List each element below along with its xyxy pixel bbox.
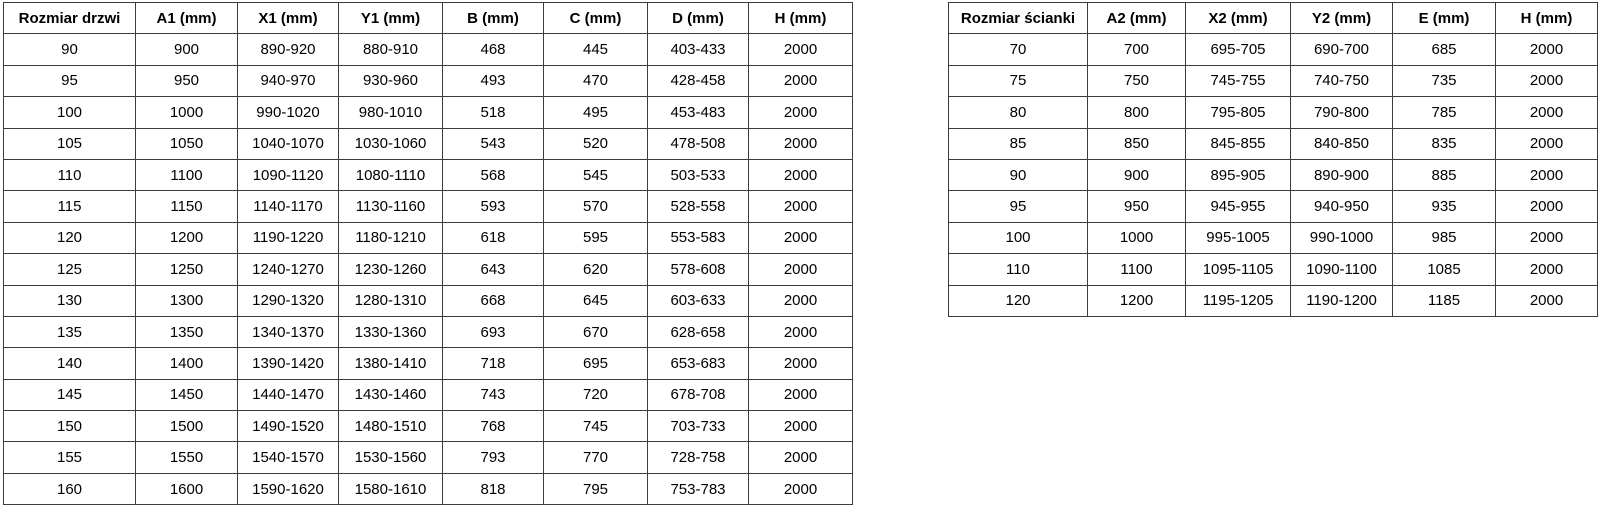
table-cell: 145 [4,379,136,410]
table-cell: 2000 [1496,159,1598,190]
table-cell: 2000 [749,411,853,442]
table-cell: 478-508 [648,128,749,159]
column-header: H (mm) [1496,3,1598,34]
table-cell: 720 [544,379,648,410]
table-cell: 940-950 [1291,191,1393,222]
table-cell: 980-1010 [339,97,443,128]
table-row [4,442,853,473]
table-cell: 2000 [749,473,853,504]
table-cell: 90 [949,159,1088,190]
table-cell: 885 [1393,159,1496,190]
table-cell: 1240-1270 [238,254,339,285]
table-cell: 115 [4,191,136,222]
table-cell: 900 [1088,159,1186,190]
wall-sizes-table [948,2,1598,317]
table-cell: 1380-1410 [339,348,443,379]
table-cell: 1180-1210 [339,222,443,253]
column-header: B (mm) [443,3,544,34]
wall-table-body [949,34,1598,317]
table-cell: 753-783 [648,473,749,504]
table-cell: 95 [949,191,1088,222]
table-cell: 95 [4,65,136,96]
door-table-body [4,34,853,505]
table-cell: 990-1020 [238,97,339,128]
table-cell: 1250 [136,254,238,285]
table-cell: 643 [443,254,544,285]
table-cell: 930-960 [339,65,443,96]
column-header: E (mm) [1393,3,1496,34]
table-cell: 120 [4,222,136,253]
table-cell: 90 [4,34,136,65]
table-cell: 940-970 [238,65,339,96]
table-cell: 160 [4,473,136,504]
table-cell: 690-700 [1291,34,1393,65]
table-cell: 110 [949,254,1088,285]
table-cell: 568 [443,159,544,190]
table-cell: 945-955 [1186,191,1291,222]
table-cell: 1400 [136,348,238,379]
table-cell: 835 [1393,128,1496,159]
table-cell: 2000 [1496,254,1598,285]
table-cell: 935 [1393,191,1496,222]
table-cell: 618 [443,222,544,253]
column-header: D (mm) [648,3,749,34]
table-cell: 2000 [749,222,853,253]
table-cell: 1200 [136,222,238,253]
table-cell: 1390-1420 [238,348,339,379]
table-cell: 985 [1393,222,1496,253]
table-cell: 545 [544,159,648,190]
table-cell: 1340-1370 [238,316,339,347]
table-row [949,34,1598,65]
table-cell: 703-733 [648,411,749,442]
table-cell: 85 [949,128,1088,159]
table-cell: 125 [4,254,136,285]
table-cell: 645 [544,285,648,316]
table-cell: 140 [4,348,136,379]
table-cell: 2000 [1496,285,1598,316]
table-cell: 2000 [749,254,853,285]
table-cell: 2000 [749,34,853,65]
table-cell: 1530-1560 [339,442,443,473]
table-cell: 2000 [749,128,853,159]
table-cell: 1290-1320 [238,285,339,316]
table-cell: 1450 [136,379,238,410]
table-cell: 70 [949,34,1088,65]
table-cell: 493 [443,65,544,96]
table-cell: 80 [949,97,1088,128]
table-cell: 520 [544,128,648,159]
table-cell: 653-683 [648,348,749,379]
table-cell: 528-558 [648,191,749,222]
table-cell: 2000 [1496,191,1598,222]
table-cell: 1430-1460 [339,379,443,410]
table-cell: 1280-1310 [339,285,443,316]
table-cell: 1300 [136,285,238,316]
table-cell: 130 [4,285,136,316]
table-cell: 785 [1393,97,1496,128]
table-cell: 2000 [749,97,853,128]
table-cell: 1440-1470 [238,379,339,410]
table-cell: 1490-1520 [238,411,339,442]
table-cell: 1185 [1393,285,1496,316]
wall-table-header [949,3,1598,34]
table-cell: 1550 [136,442,238,473]
table-cell: 695-705 [1186,34,1291,65]
table-cell: 695 [544,348,648,379]
table-row [949,191,1598,222]
table-cell: 1590-1620 [238,473,339,504]
table-cell: 445 [544,34,648,65]
table-cell: 1030-1060 [339,128,443,159]
column-header: Y1 (mm) [339,3,443,34]
table-row [949,159,1598,190]
table-cell: 1100 [1088,254,1186,285]
table-cell: 553-583 [648,222,749,253]
column-header: A2 (mm) [1088,3,1186,34]
table-cell: 768 [443,411,544,442]
table-cell: 2000 [749,348,853,379]
table-cell: 2000 [749,191,853,222]
table-cell: 2000 [1496,34,1598,65]
table-cell: 895-905 [1186,159,1291,190]
table-cell: 2000 [749,379,853,410]
table-row [4,65,853,96]
table-cell: 790-800 [1291,97,1393,128]
table-cell: 1140-1170 [238,191,339,222]
table-cell: 155 [4,442,136,473]
table-cell: 750 [1088,65,1186,96]
table-cell: 770 [544,442,648,473]
table-cell: 150 [4,411,136,442]
table-cell: 100 [4,97,136,128]
table-row [4,97,853,128]
table-cell: 2000 [749,159,853,190]
table-cell: 75 [949,65,1088,96]
table-cell: 1230-1260 [339,254,443,285]
table-row [949,97,1598,128]
table-cell: 880-910 [339,34,443,65]
table-row [949,65,1598,96]
column-header: C (mm) [544,3,648,34]
table-row [4,348,853,379]
table-cell: 428-458 [648,65,749,96]
table-cell: 2000 [749,316,853,347]
table-cell: 950 [136,65,238,96]
table-cell: 1050 [136,128,238,159]
table-cell: 728-758 [648,442,749,473]
table-row [4,222,853,253]
table-cell: 1480-1510 [339,411,443,442]
table-cell: 670 [544,316,648,347]
column-header: H (mm) [749,3,853,34]
table-cell: 1600 [136,473,238,504]
table-row [949,254,1598,285]
table-cell: 543 [443,128,544,159]
table-cell: 1085 [1393,254,1496,285]
table-cell: 620 [544,254,648,285]
table-cell: 678-708 [648,379,749,410]
table-cell: 685 [1393,34,1496,65]
table-cell: 1090-1120 [238,159,339,190]
table-cell: 735 [1393,65,1496,96]
table-cell: 110 [4,159,136,190]
table-cell: 700 [1088,34,1186,65]
table-cell: 693 [443,316,544,347]
table-cell: 850 [1088,128,1186,159]
header-row [4,3,853,34]
header-row [949,3,1598,34]
table-cell: 890-900 [1291,159,1393,190]
table-cell: 105 [4,128,136,159]
table-cell: 1350 [136,316,238,347]
table-cell: 1190-1200 [1291,285,1393,316]
table-cell: 595 [544,222,648,253]
table-cell: 1500 [136,411,238,442]
table-cell: 570 [544,191,648,222]
table-cell: 990-1000 [1291,222,1393,253]
table-cell: 795 [544,473,648,504]
table-cell: 1130-1160 [339,191,443,222]
table-cell: 1540-1570 [238,442,339,473]
table-row [4,316,853,347]
table-cell: 1100 [136,159,238,190]
table-cell: 950 [1088,191,1186,222]
table-row [4,411,853,442]
table-cell: 100 [949,222,1088,253]
table-cell: 2000 [749,285,853,316]
table-cell: 468 [443,34,544,65]
column-header: X2 (mm) [1186,3,1291,34]
column-header: A1 (mm) [136,3,238,34]
table-cell: 900 [136,34,238,65]
table-cell: 2000 [1496,97,1598,128]
table-cell: 1000 [1088,222,1186,253]
table-cell: 470 [544,65,648,96]
table-cell: 718 [443,348,544,379]
table-cell: 403-433 [648,34,749,65]
table-row [949,222,1598,253]
table-cell: 743 [443,379,544,410]
table-row [4,254,853,285]
table-cell: 453-483 [648,97,749,128]
column-header: Rozmiar ścianki [949,3,1088,34]
column-header: X1 (mm) [238,3,339,34]
table-row [4,473,853,504]
table-cell: 1580-1610 [339,473,443,504]
table-row [949,128,1598,159]
table-cell: 840-850 [1291,128,1393,159]
table-cell: 578-608 [648,254,749,285]
table-cell: 800 [1088,97,1186,128]
table-cell: 1090-1100 [1291,254,1393,285]
door-sizes-table [3,2,853,505]
table-cell: 1040-1070 [238,128,339,159]
column-header: Y2 (mm) [1291,3,1393,34]
table-cell: 740-750 [1291,65,1393,96]
table-cell: 745 [544,411,648,442]
table-row [4,128,853,159]
table-row [4,379,853,410]
table-cell: 2000 [749,442,853,473]
table-row [4,159,853,190]
table-cell: 503-533 [648,159,749,190]
table-cell: 793 [443,442,544,473]
table-cell: 995-1005 [1186,222,1291,253]
table-cell: 818 [443,473,544,504]
table-cell: 1330-1360 [339,316,443,347]
table-cell: 495 [544,97,648,128]
table-row [4,191,853,222]
table-cell: 795-805 [1186,97,1291,128]
table-cell: 845-855 [1186,128,1291,159]
table-cell: 1095-1105 [1186,254,1291,285]
table-cell: 2000 [749,65,853,96]
table-cell: 1080-1110 [339,159,443,190]
table-cell: 2000 [1496,222,1598,253]
table-cell: 518 [443,97,544,128]
column-header: Rozmiar drzwi [4,3,136,34]
table-cell: 135 [4,316,136,347]
table-row [949,285,1598,316]
table-cell: 668 [443,285,544,316]
table-cell: 603-633 [648,285,749,316]
table-cell: 628-658 [648,316,749,347]
table-cell: 1200 [1088,285,1186,316]
table-cell: 2000 [1496,65,1598,96]
table-cell: 593 [443,191,544,222]
table-row [4,34,853,65]
table-cell: 745-755 [1186,65,1291,96]
table-cell: 1000 [136,97,238,128]
table-cell: 1195-1205 [1186,285,1291,316]
door-table-header [4,3,853,34]
table-row [4,285,853,316]
table-cell: 890-920 [238,34,339,65]
table-cell: 120 [949,285,1088,316]
table-cell: 1190-1220 [238,222,339,253]
table-cell: 2000 [1496,128,1598,159]
table-cell: 1150 [136,191,238,222]
